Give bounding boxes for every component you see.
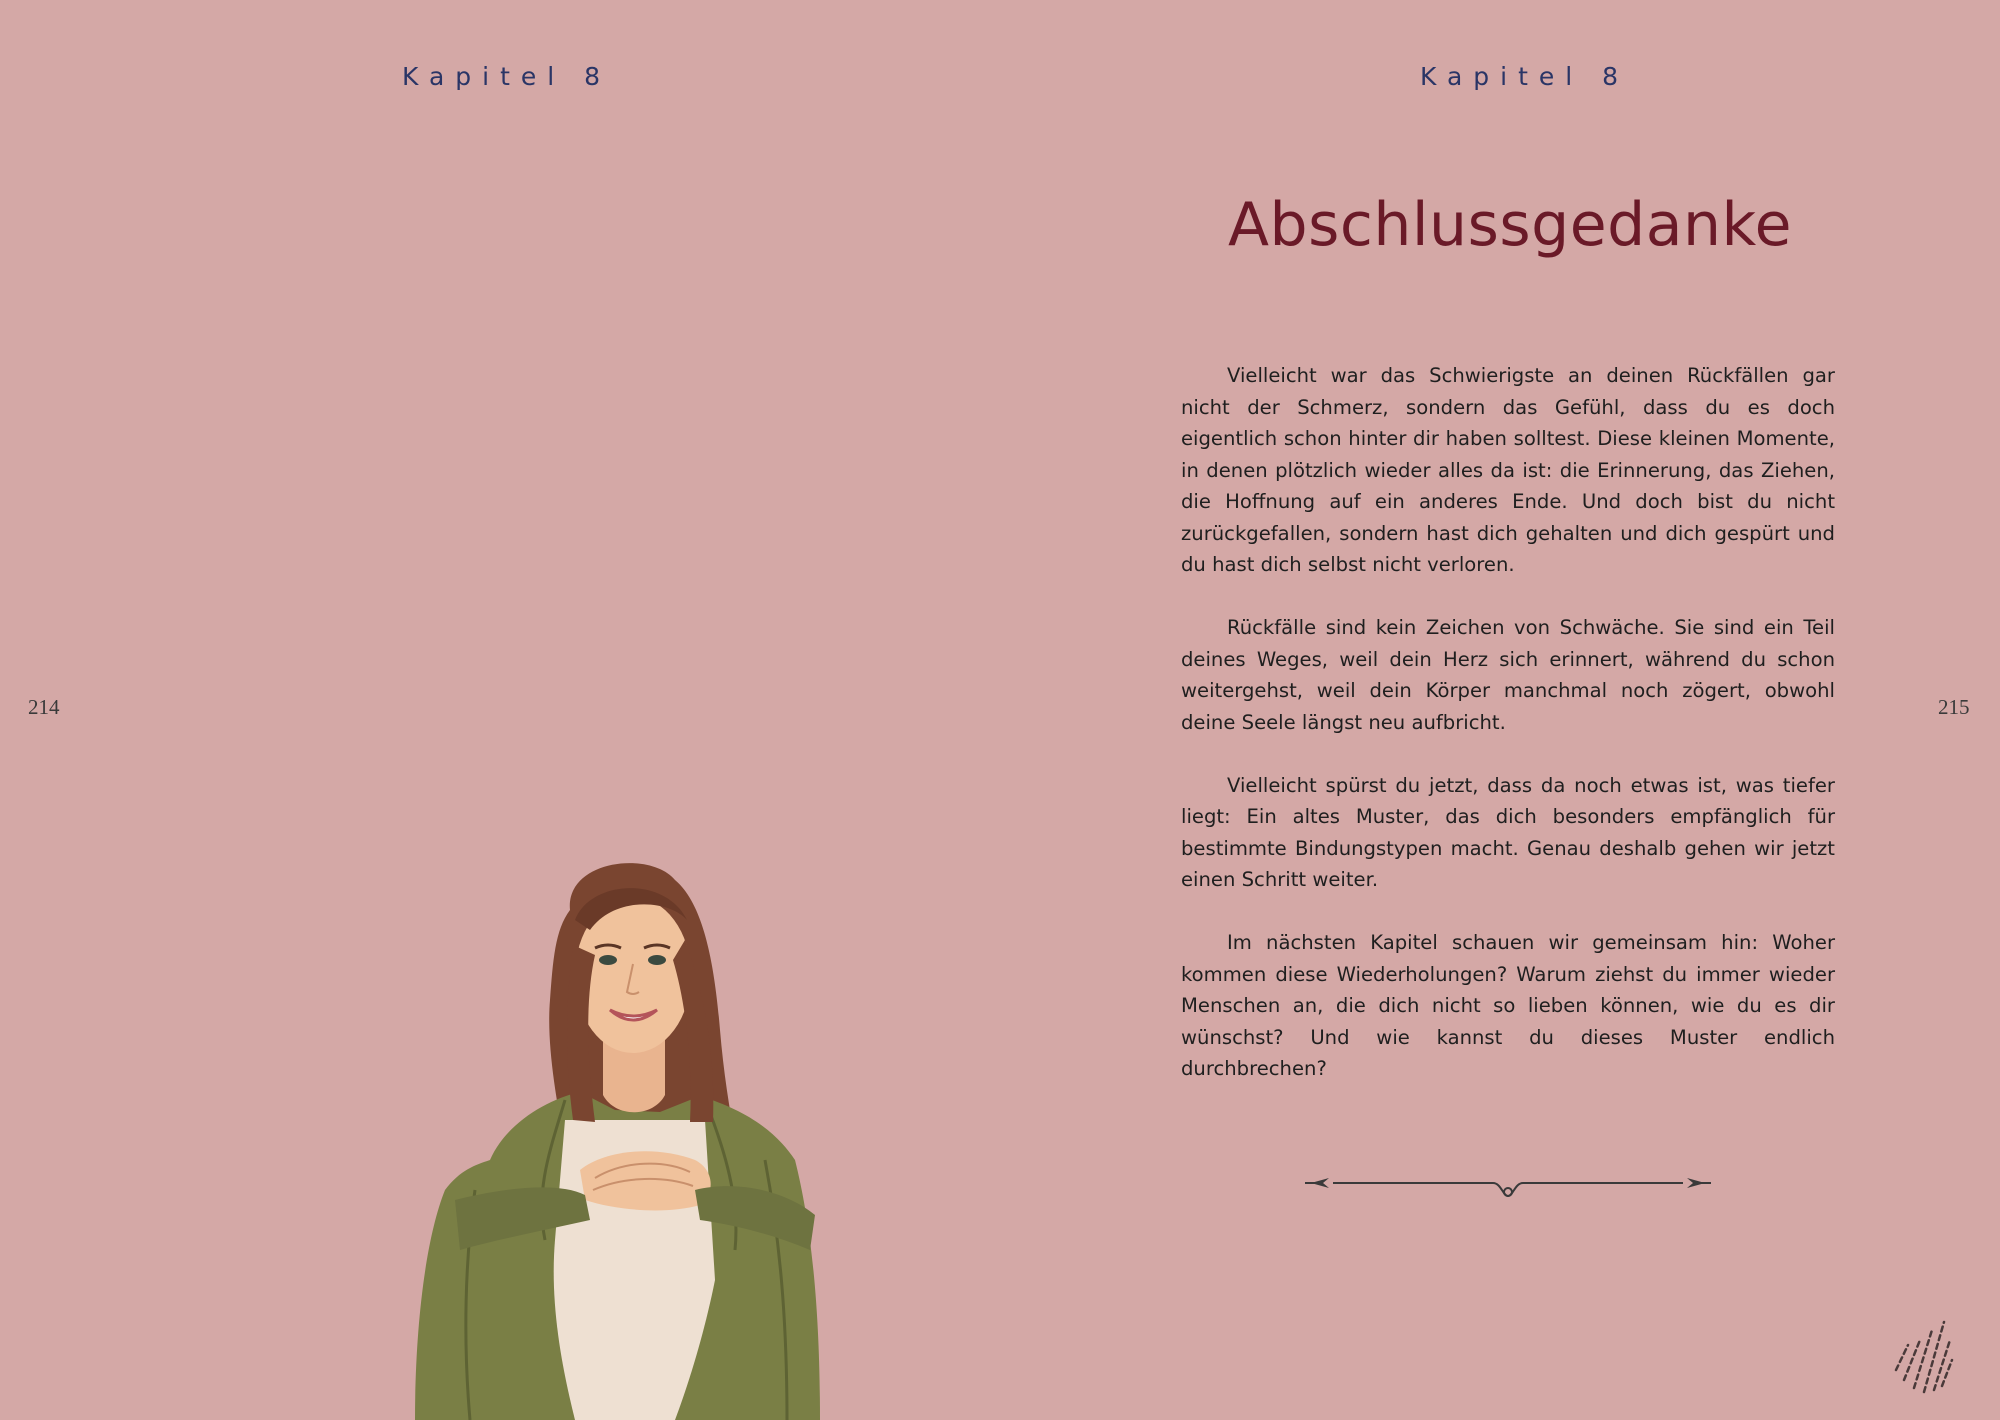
chapter-header-left: Kapitel 8 <box>402 62 612 91</box>
page-title: Abschlussgedanke <box>1227 190 1793 260</box>
woman-hands-on-heart-illustration <box>415 860 915 1420</box>
page-number-right: 215 <box>1938 695 1970 719</box>
paragraph-1: Vielleicht war das Schwierigste an deinen Rückfällen gar nicht der Schmerz, sondern das Gefühl, dass du es doch eigentlich schon hinter dir haben solltest. Diese kleinen Momente, in denen plötzlich wieder alles da ist: die Erinnerung, das Ziehen, die Hoffnung auf ein anderes Ende. Und doch bist du nicht zurückgefallen, sondern hast dich gehalten und dich gespürt und du hast dich selbst nicht verloren. <box>1181 364 1835 576</box>
paragraph-4: Im nächsten Kapitel schauen wir gemeinsam hin: Woher kommen diese Wiederholungen? Warum ziehst du immer wieder Menschen an, die dich nicht so lieben können, wie du es dir wünschst? Und wie kannst du dieses Muster endlich durchbrechen? <box>1181 931 1835 1080</box>
hatch-marks-icon <box>1886 1300 1956 1395</box>
paragraph-3: Vielleicht spürst du jetzt, dass da noch etwas ist, was tiefer liegt: Ein altes Muster, das dich besonders empfänglich für bestimmte Bindungstypen macht. Genau deshalb gehen wir jetzt einen Schritt weiter. <box>1181 773 1835 891</box>
paragraph-2: Rückfälle sind kein Zeichen von Schwäche. Sie sind ein Teil deines Weges, weil dein Herz sich erinnert, während du schon weitergehst, weil dein Körper manchmal noch zögert, obwohl deine Seele längst neu aufbricht. <box>1181 616 1835 734</box>
body-text <box>1181 360 1835 1116</box>
flourish-divider-icon <box>1303 1168 1713 1204</box>
chapter-header-right: Kapitel 8 <box>1420 62 1630 91</box>
page-number-left: 214 <box>28 695 60 719</box>
